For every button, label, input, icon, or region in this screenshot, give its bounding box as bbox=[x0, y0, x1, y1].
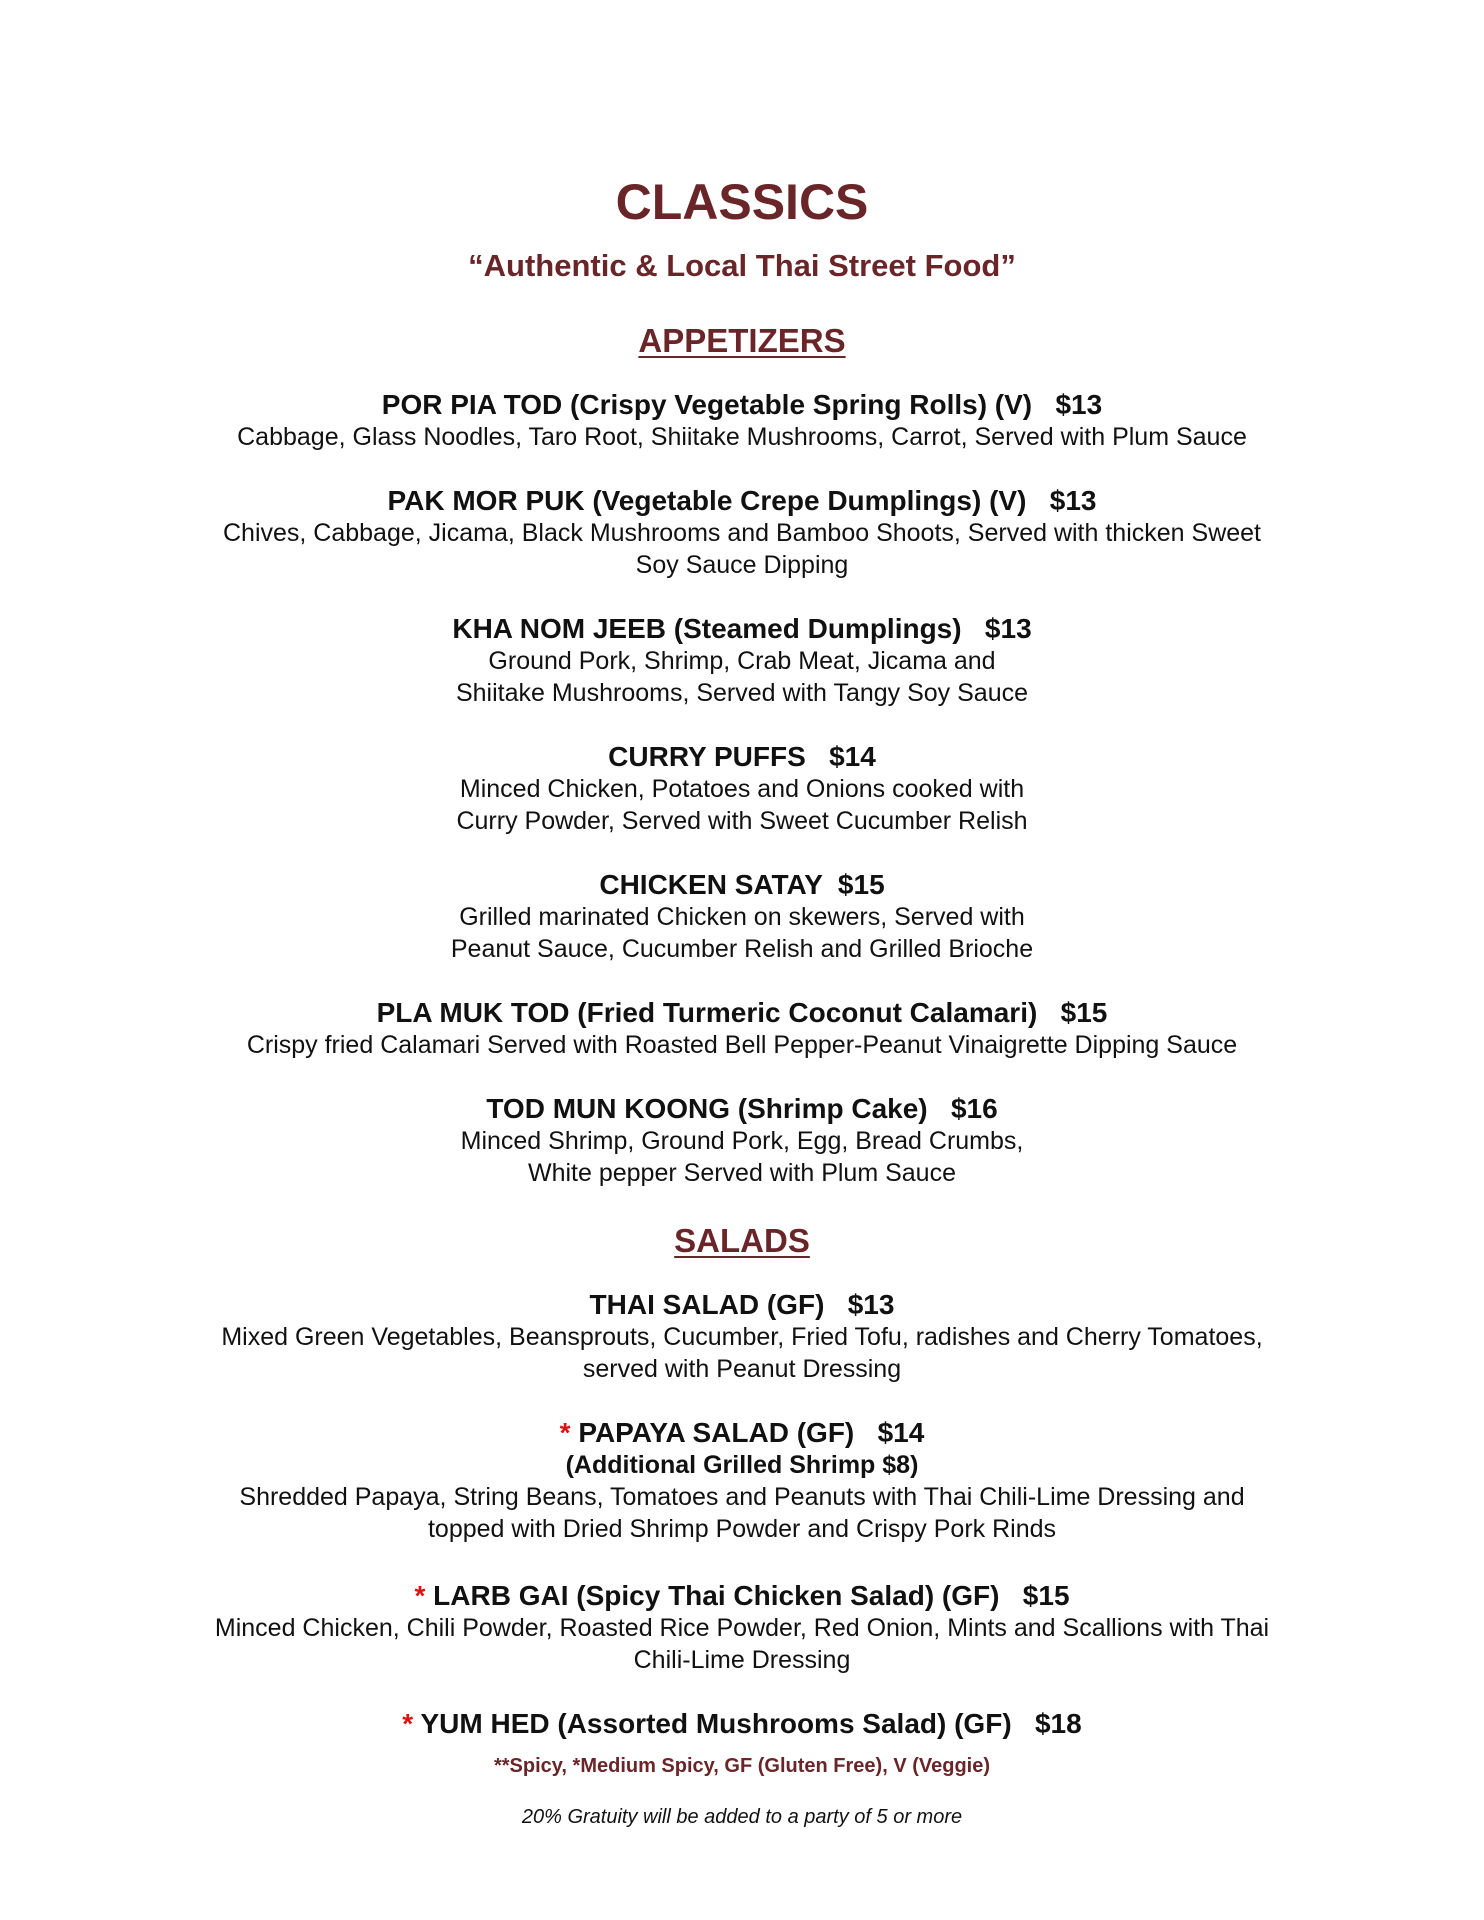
menu-item-title: CHICKEN SATAY $15 bbox=[599, 869, 885, 900]
menu-item-description: served with Peanut Dressing bbox=[582, 1355, 902, 1383]
menu-item-thai-salad bbox=[0, 1289, 1484, 1385]
menu-item-tod-mun-koong bbox=[0, 1093, 1484, 1189]
menu-item-title: CURRY PUFFS $14 bbox=[608, 741, 876, 772]
menu-item-title bbox=[0, 1580, 1484, 1612]
menu-item-description: Shiitake Mushrooms, Served with Tangy Soy Sauce bbox=[455, 679, 1029, 707]
menu-item-por-pia-tod bbox=[0, 389, 1484, 453]
menu-item-title: KHA NOM JEEB (Steamed Dumplings) $13 bbox=[452, 613, 1032, 644]
menu-item-description: Shredded Papaya, String Beans, Tomatoes and Peanuts with Thai Chili-Lime Dressing and bbox=[239, 1483, 1245, 1511]
spicy-star-marker: * bbox=[559, 1417, 571, 1448]
menu-item-addon: (Additional Grilled Shrimp $8) bbox=[565, 1451, 919, 1479]
menu-item-papaya-salad bbox=[0, 1417, 1484, 1545]
menu-item-description: White pepper Served with Plum Sauce bbox=[528, 1159, 956, 1187]
menu-item-description: Crispy fried Calamari Served with Roasted Bell Pepper-Peanut Vinaigrette Dipping Sauce bbox=[246, 1031, 1238, 1059]
menu-item-larb-gai bbox=[0, 1580, 1484, 1676]
menu-item-description: Soy Sauce Dipping bbox=[635, 551, 849, 579]
menu-item-title: TOD MUN KOONG (Shrimp Cake) $16 bbox=[486, 1093, 998, 1124]
gratuity-note: 20% Gratuity will be added to a party of 5 or more bbox=[521, 1806, 963, 1828]
menu-item-description: Cabbage, Glass Noodles, Taro Root, Shiitake Mushrooms, Carrot, Served with Plum Sauce bbox=[237, 423, 1247, 451]
menu-item-pla-muk-tod bbox=[0, 997, 1484, 1061]
menu-item-description: Mixed Green Vegetables, Beansprouts, Cucumber, Fried Tofu, radishes and Cherry Tomatoes, bbox=[221, 1323, 1263, 1351]
spicy-star-marker: * bbox=[414, 1580, 426, 1611]
menu-item-description: Chili-Lime Dressing bbox=[633, 1646, 851, 1674]
menu-item-title bbox=[0, 1417, 1484, 1449]
menu-item-title-text: PAPAYA SALAD (GF) $14 bbox=[578, 1417, 925, 1448]
menu-item-description: Ground Pork, Shrimp, Crab Meat, Jicama and bbox=[488, 647, 996, 675]
menu-item-kha-nom-jeeb bbox=[0, 613, 1484, 709]
menu-item-title-text: THAI SALAD (GF) $13 bbox=[589, 1289, 895, 1320]
menu-item-description: Peanut Sauce, Cucumber Relish and Grilled Brioche bbox=[450, 935, 1034, 963]
menu-item-description: Minced Shrimp, Ground Pork, Egg, Bread Crumbs, bbox=[460, 1127, 1024, 1155]
section-heading-salads: SALADS bbox=[674, 1222, 810, 1259]
menu-item-title: PAK MOR PUK (Vegetable Crepe Dumplings) (V) $13 bbox=[387, 485, 1097, 516]
dietary-legend: **Spicy, *Medium Spicy, GF (Gluten Free), V (Veggie) bbox=[493, 1755, 991, 1777]
menu-item-description: topped with Dried Shrimp Powder and Crispy Pork Rinds bbox=[427, 1515, 1057, 1543]
menu-item-title bbox=[0, 1289, 1484, 1321]
menu-item-description: Curry Powder, Served with Sweet Cucumber Relish bbox=[456, 807, 1028, 835]
menu-item-yum-hed bbox=[0, 1708, 1484, 1740]
menu-item-chicken-satay bbox=[0, 869, 1484, 965]
menu-item-description: Minced Chicken, Potatoes and Onions cooked with bbox=[459, 775, 1025, 803]
section-heading-appetizers: APPETIZERS bbox=[638, 322, 846, 359]
menu-title: CLASSICS bbox=[615, 174, 869, 230]
menu-item-description: Grilled marinated Chicken on skewers, Served with bbox=[459, 903, 1025, 931]
spicy-star-marker: * bbox=[402, 1708, 414, 1739]
menu-item-title-text: YUM HED (Assorted Mushrooms Salad) (GF) $18 bbox=[420, 1708, 1082, 1739]
menu-item-description: Minced Chicken, Chili Powder, Roasted Rice Powder, Red Onion, Mints and Scallions with Thai bbox=[214, 1614, 1270, 1642]
menu-item-description: Chives, Cabbage, Jicama, Black Mushrooms and Bamboo Shoots, Served with thicken Sweet bbox=[222, 519, 1261, 547]
menu-item-pak-mor-puk bbox=[0, 485, 1484, 581]
menu-item-title: PLA MUK TOD (Fried Turmeric Coconut Calamari) $15 bbox=[376, 997, 1108, 1028]
menu-item-title-text: LARB GAI (Spicy Thai Chicken Salad) (GF) $15 bbox=[433, 1580, 1070, 1611]
menu-item-title bbox=[0, 1708, 1484, 1740]
menu-item-curry-puffs bbox=[0, 741, 1484, 837]
menu-tagline: “Authentic & Local Thai Street Food” bbox=[468, 248, 1016, 283]
menu-item-title: POR PIA TOD (Crispy Vegetable Spring Rolls) (V) $13 bbox=[381, 389, 1103, 420]
